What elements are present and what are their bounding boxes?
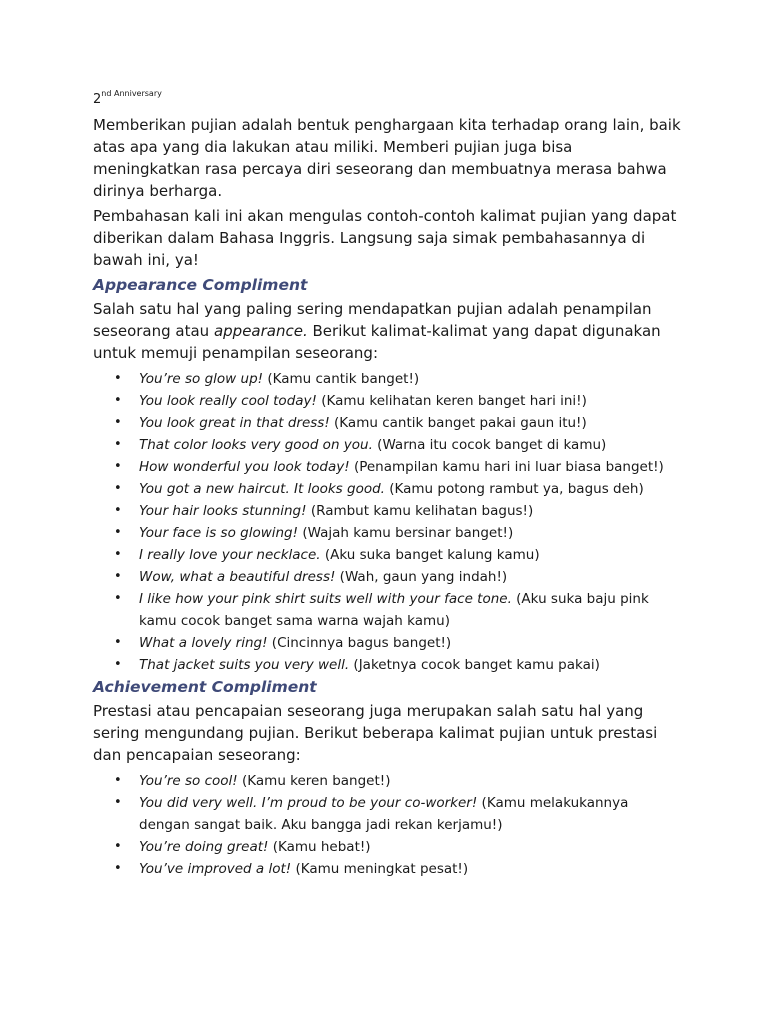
translation: (Kamu keren banget!): [237, 773, 391, 789]
translation: (Kamu melakukannya dengan sangat baik. Aku bangga jadi rekan kerjamu!): [139, 795, 629, 833]
list-item: [93, 368, 683, 390]
translation: (Wajah kamu bersinar banget!): [298, 525, 514, 541]
english-phrase: You’re so glow up!: [139, 371, 264, 387]
document-header: [93, 89, 683, 108]
translation: (Wah, gaun yang indah!): [335, 569, 508, 585]
translation: (Kamu cantik banget pakai gaun itu!): [329, 415, 587, 431]
list-item: [93, 500, 683, 522]
bullet-icon: •: [114, 525, 122, 540]
intro-paragraph-2: Pembahasan kali ini akan mengulas contoh-contoh kalimat pujian yang dapat diberikan dalam Bahasa Inggris. Langsung saja simak pembahasannya di bawah ini, ya!: [93, 207, 677, 269]
translation: (Jaketnya cocok banget kamu pakai): [349, 657, 600, 673]
english-phrase: Your face is so glowing!: [139, 525, 299, 541]
bullet-icon: •: [114, 393, 122, 408]
achievement-list: [93, 770, 683, 880]
translation: (Cincinnya bagus banget!): [267, 635, 452, 651]
list-item: [93, 566, 683, 588]
appearance-heading: Appearance Compliment: [93, 276, 308, 294]
translation: (Aku suka baju pink kamu cocok banget sama warna wajah kamu): [139, 591, 649, 629]
translation: (Kamu potong rambut ya, bagus deh): [384, 481, 644, 497]
bullet-icon: •: [114, 503, 122, 518]
list-item: [93, 456, 683, 478]
translation: (Kamu cantik banget!): [263, 371, 420, 387]
english-phrase: I like how your pink shirt suits well with your face tone.: [139, 591, 512, 607]
bullet-icon: •: [114, 415, 122, 430]
bullet-icon: •: [114, 657, 122, 672]
achievement-heading: Achievement Compliment: [93, 678, 317, 696]
list-item: [93, 412, 683, 434]
bullet-icon: •: [114, 773, 122, 788]
english-phrase: You did very well. I’m proud to be your co-worker!: [139, 795, 478, 811]
english-phrase: How wonderful you look today!: [139, 459, 350, 475]
english-phrase: What a lovely ring!: [139, 635, 268, 651]
bullet-icon: •: [114, 795, 122, 810]
english-phrase: You’ve improved a lot!: [139, 861, 292, 877]
bullet-icon: •: [114, 437, 122, 452]
translation: (Warna itu cocok banget di kamu): [372, 437, 607, 453]
list-item: [93, 836, 683, 858]
english-phrase: You’re doing great!: [139, 839, 269, 855]
list-item: [93, 434, 683, 456]
list-item: [93, 632, 683, 654]
translation: (Penampilan kamu hari ini luar biasa banget!): [349, 459, 664, 475]
appearance-list: [93, 368, 683, 676]
intro-paragraph-1: Memberikan pujian adalah bentuk penghargaan kita terhadap orang lain, baik atas apa yang dia lakukan atau miliki. Memberi pujian juga bisa meningkatkan rasa percaya diri seseorang dan membuatnya merasa bahwa dirinya berharga.: [93, 116, 681, 200]
list-item: [93, 544, 683, 566]
english-phrase: Your hair looks stunning!: [139, 503, 307, 519]
list-item: [93, 654, 683, 676]
header-number: 2: [93, 92, 102, 107]
translation: (Kamu meningkat pesat!): [291, 861, 469, 877]
list-item: [93, 588, 683, 632]
bullet-icon: •: [114, 839, 122, 854]
bullet-icon: •: [114, 569, 122, 584]
english-phrase: That jacket suits you very well.: [139, 657, 350, 673]
translation: (Aku suka banget kalung kamu): [320, 547, 540, 563]
english-phrase: That color looks very good on you.: [139, 437, 373, 453]
list-item: [93, 770, 683, 792]
english-phrase: You got a new haircut. It looks good.: [139, 481, 385, 497]
english-phrase: I really love your necklace.: [139, 547, 321, 563]
appearance-intro: Salah satu hal yang paling sering mendapatkan pujian adalah penampilan seseorang atau appearance. Berikut kalimat-kalimat yang dapat digunakan untuk memuji penampilan seseorang:: [93, 300, 661, 362]
bullet-icon: •: [114, 371, 122, 386]
header-suffix: nd Anniversary: [101, 89, 162, 98]
list-item: [93, 522, 683, 544]
list-item: [93, 792, 683, 836]
bullet-icon: •: [114, 861, 122, 876]
list-item: [93, 858, 683, 880]
translation: (Kamu kelihatan keren banget hari ini!): [316, 393, 587, 409]
bullet-icon: •: [114, 459, 122, 474]
list-item: [93, 390, 683, 412]
english-phrase: You look really cool today!: [139, 393, 317, 409]
list-item: [93, 478, 683, 500]
document-page: [93, 89, 683, 880]
translation: (Kamu hebat!): [268, 839, 371, 855]
achievement-intro: Prestasi atau pencapaian seseorang juga merupakan salah satu hal yang sering mengundang pujian. Berikut beberapa kalimat pujian untuk prestasi dan pencapaian seseorang:: [93, 702, 658, 764]
english-phrase: You look great in that dress!: [139, 415, 330, 431]
english-phrase: You’re so cool!: [139, 773, 238, 789]
bullet-icon: •: [114, 635, 122, 650]
appearance-term: appearance.: [213, 322, 308, 340]
bullet-icon: •: [114, 481, 122, 496]
bullet-icon: •: [114, 591, 122, 606]
header-title: Anniversary: [111, 89, 162, 98]
bullet-icon: •: [114, 547, 122, 562]
english-phrase: Wow, what a beautiful dress!: [139, 569, 336, 585]
translation: (Rambut kamu kelihatan bagus!): [306, 503, 534, 519]
